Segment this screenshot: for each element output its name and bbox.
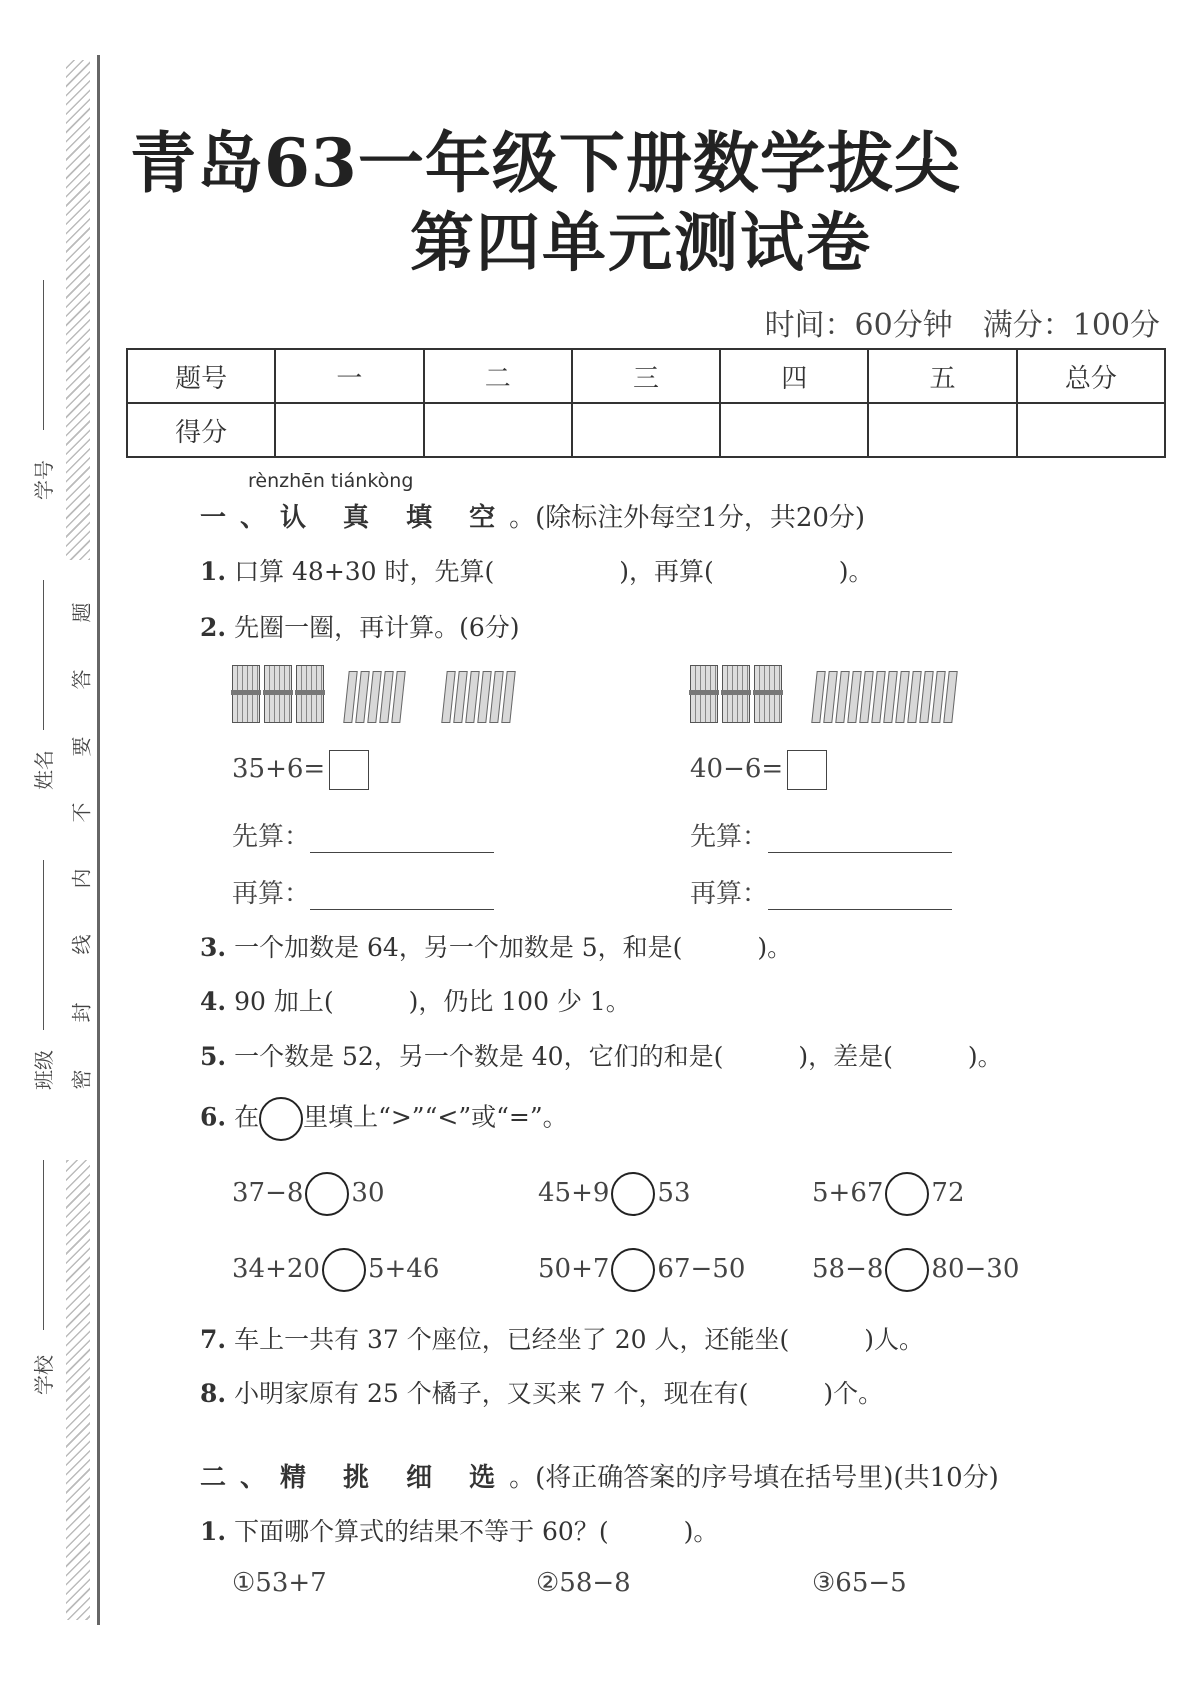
score-header: 一: [275, 349, 423, 403]
score-header: 五: [868, 349, 1016, 403]
option-c[interactable]: ③65−5: [812, 1568, 907, 1598]
compare-item: [812, 1172, 965, 1216]
seal-char: 要: [69, 736, 94, 757]
score-cell[interactable]: [868, 403, 1016, 457]
question-text: 车上一共有 37 个座位，已经坐了 20 人，还能坐( )人。: [234, 1325, 924, 1354]
answer-line[interactable]: [310, 885, 494, 910]
compare-circle[interactable]: [611, 1248, 655, 1292]
question-number: 4.: [200, 987, 227, 1016]
seal-char: 封: [69, 1002, 94, 1023]
question-8: [200, 1374, 883, 1410]
seal-char: 密: [69, 1069, 94, 1090]
stick-bundle: [232, 665, 260, 723]
compare-circle[interactable]: [611, 1172, 655, 1216]
compare-circle[interactable]: [885, 1248, 929, 1292]
compare-item: [232, 1248, 439, 1292]
score-cell[interactable]: [720, 403, 868, 457]
question-number: 5.: [200, 1042, 227, 1071]
page-subtitle: 第四单元测试卷: [410, 206, 872, 281]
question-text: 一个加数是 64，另一个加数是 5，和是( )。: [234, 933, 793, 962]
side-field-line: [43, 280, 44, 430]
time-score-info: 时间：60分钟 满分：100分: [764, 308, 1160, 343]
stick-bundle: [722, 665, 750, 723]
score-cell[interactable]: [424, 403, 572, 457]
score-header: 四: [720, 349, 868, 403]
question-3: [200, 928, 792, 964]
question-number: 1.: [200, 557, 227, 586]
question-text: 一个数是 52，另一个数是 40，它们的和是( )，差是( )。: [234, 1042, 1003, 1071]
stick-bundle: [296, 665, 324, 723]
score-table: [126, 348, 1166, 458]
q2-left-then-step: [232, 873, 494, 910]
score-cell[interactable]: [275, 403, 423, 457]
side-field-line: [43, 860, 44, 1030]
seal-char: 内: [69, 868, 94, 889]
question-7: [200, 1320, 924, 1356]
compare-circle[interactable]: [305, 1172, 349, 1216]
compare-right: 30: [351, 1178, 385, 1208]
score-header: 总分: [1017, 349, 1165, 403]
question-text: 口算 48+30 时，先算( )，再算( )。: [234, 557, 874, 586]
section2-heading: [200, 1457, 999, 1494]
compare-item: [538, 1248, 745, 1292]
compare-left: 58−8: [812, 1254, 884, 1284]
score-cell[interactable]: [1017, 403, 1165, 457]
q2-left-first-step: [232, 816, 494, 853]
circle-symbol: [259, 1097, 303, 1141]
compare-left: 37−8: [232, 1178, 304, 1208]
sticks-image-right: [690, 665, 958, 727]
side-field-class: 班级: [32, 1050, 56, 1090]
compare-item: [538, 1172, 691, 1216]
score-row-label: 得分: [127, 403, 275, 457]
seal-char: 线: [69, 934, 94, 955]
question-4: [200, 982, 631, 1018]
binding-line: [97, 55, 100, 1625]
compare-right: 67−50: [657, 1254, 746, 1284]
compare-right: 72: [931, 1178, 965, 1208]
compare-left: 5+67: [812, 1178, 884, 1208]
question-text: 里填上“>”“<”或“=”。: [303, 1102, 568, 1132]
section1-note: 。(除标注外每空1分，共20分): [509, 503, 866, 533]
stick-bundle: [264, 665, 292, 723]
side-field-line: [43, 1160, 44, 1330]
question-number: 3.: [200, 933, 227, 962]
score-header: 题号: [127, 349, 275, 403]
page-title: 青岛63一年级下册数学拔尖: [130, 124, 961, 202]
answer-line[interactable]: [310, 828, 494, 853]
side-field-student-id: 学号: [32, 460, 56, 500]
side-field-line: [43, 580, 44, 730]
question-text: 在: [234, 1102, 260, 1132]
score-header: 二: [424, 349, 572, 403]
sticks-image-left: [232, 665, 516, 727]
stick-bundle: [754, 665, 782, 723]
s2-question-1: [200, 1512, 718, 1548]
step-label: 再算：: [232, 879, 311, 909]
q2-right-then-step: [690, 873, 952, 910]
compare-right: 53: [657, 1178, 691, 1208]
compare-circle[interactable]: [322, 1248, 366, 1292]
section2-title: 二、精 挑 细 选: [200, 1463, 510, 1493]
seal-char: 题: [69, 602, 94, 623]
question-1: [200, 552, 874, 588]
option-a[interactable]: ①53+7: [232, 1568, 327, 1598]
question-6: [200, 1097, 568, 1141]
q2-left-equation: [232, 750, 369, 790]
compare-left: 50+7: [538, 1254, 610, 1284]
question-text: 先圈一圈，再计算。(6分): [234, 613, 520, 642]
option-b[interactable]: ②58−8: [536, 1568, 631, 1598]
question-number: 7.: [200, 1325, 227, 1354]
compare-right: 5+46: [367, 1254, 440, 1284]
q2-right-equation: [690, 750, 827, 790]
question-5: [200, 1037, 1003, 1073]
question-text: 下面哪个算式的结果不等于 60？( )。: [234, 1517, 719, 1546]
section1-heading: [200, 497, 865, 534]
seal-char: 不: [69, 802, 94, 823]
seal-char: 答: [69, 669, 94, 690]
section1-title: 一、认 真 填 空: [200, 503, 510, 533]
question-number: 8.: [200, 1379, 227, 1408]
equation-text: 35+6=: [232, 754, 326, 784]
stick: [943, 671, 957, 723]
question-number: 1.: [200, 1517, 227, 1546]
stick: [391, 671, 405, 723]
score-table-score-row: [127, 403, 1165, 457]
answer-box[interactable]: [329, 750, 369, 790]
side-field-name: 姓名: [32, 750, 56, 790]
question-2: [200, 608, 519, 644]
stick: [502, 671, 516, 723]
question-number: 2.: [200, 613, 227, 642]
stick-bundle: [690, 665, 718, 723]
side-field-school: 学校: [32, 1355, 56, 1395]
section2-note: 。(将正确答案的序号填在括号里)(共10分): [509, 1463, 999, 1493]
compare-circle[interactable]: [885, 1172, 929, 1216]
score-cell[interactable]: [572, 403, 720, 457]
question-number: 6.: [200, 1102, 227, 1132]
compare-item: [812, 1248, 1019, 1292]
compare-left: 45+9: [538, 1178, 610, 1208]
question-text: 90 加上( )，仍比 100 少 1。: [234, 987, 631, 1016]
score-header: 三: [572, 349, 720, 403]
question-text: 小明家原有 25 个橘子，又买来 7 个，现在有( )个。: [234, 1379, 884, 1408]
step-label: 再算：: [690, 879, 769, 909]
equation-text: 40−6=: [690, 754, 784, 784]
answer-line[interactable]: [768, 828, 952, 853]
step-label: 先算：: [690, 822, 769, 852]
compare-left: 34+20: [232, 1254, 320, 1284]
q2-right-first-step: [690, 816, 952, 853]
section1-pinyin: rènzhēn tiánkòng: [248, 470, 414, 492]
step-label: 先算：: [232, 822, 311, 852]
compare-right: 80−30: [931, 1254, 1020, 1284]
answer-line[interactable]: [768, 885, 952, 910]
answer-box[interactable]: [787, 750, 827, 790]
score-table-header-row: [127, 349, 1165, 403]
compare-item: [232, 1172, 385, 1216]
